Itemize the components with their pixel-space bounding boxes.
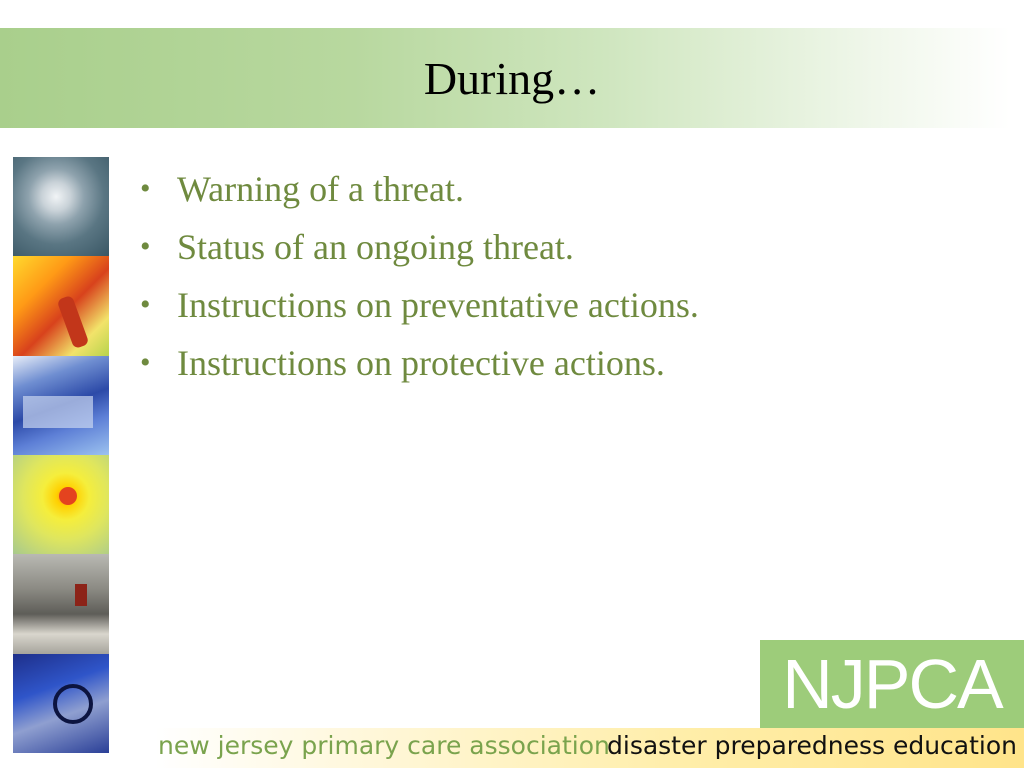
footer-program: disaster preparedness education	[607, 731, 1018, 760]
bullet-text: Instructions on preventative actions.	[177, 285, 699, 325]
image-strip	[13, 157, 109, 753]
water-debris-photo	[13, 554, 109, 653]
bullet-dot-icon: •	[140, 230, 151, 263]
bullet-item	[140, 170, 960, 208]
bullet-text: Warning of a threat.	[177, 169, 464, 209]
bullet-list	[140, 170, 960, 402]
bullet-text: Status of an ongoing threat.	[177, 227, 574, 267]
bullet-item	[140, 344, 960, 382]
bullet-dot-icon: •	[140, 172, 151, 205]
equipment-photo	[13, 356, 109, 455]
bullet-text: Instructions on protective actions.	[177, 343, 665, 383]
radiation-photo	[13, 455, 109, 554]
bullet-dot-icon: •	[140, 346, 151, 379]
slide-title: During…	[423, 52, 601, 104]
njpca-logo	[760, 640, 1024, 728]
bullet-dot-icon: •	[140, 288, 151, 321]
logo-text: NJPCA	[782, 645, 1002, 723]
lab-tubes-photo	[13, 256, 109, 355]
footer-org: new jersey primary care association	[158, 731, 610, 760]
bullet-item	[140, 228, 960, 266]
hurricane-photo	[13, 157, 109, 256]
bullet-item	[140, 286, 960, 324]
biohazard-photo	[13, 654, 109, 753]
